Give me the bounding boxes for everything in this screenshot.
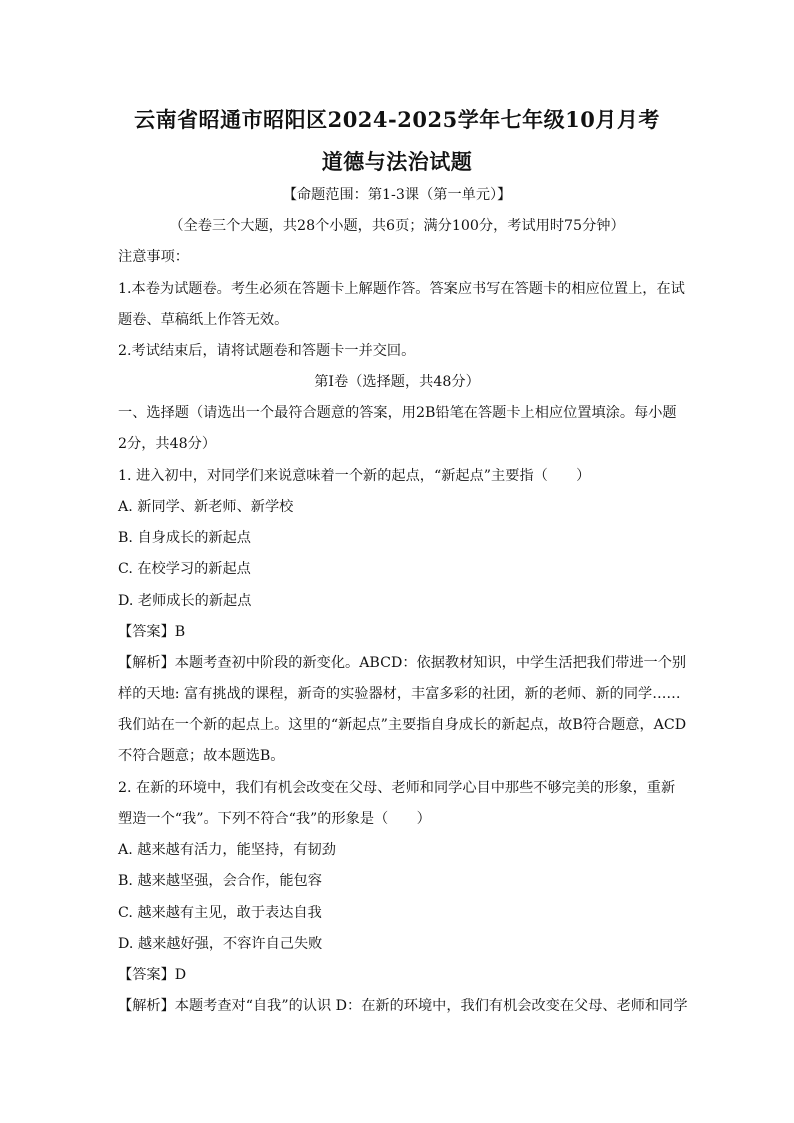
question-2-option-c: C. 越来越有主见，敢于表达自我	[118, 905, 322, 921]
question-2-option-a: A. 越来越有活力，能坚持，有韧劲	[118, 842, 336, 858]
question-1-option-a: A. 新同学、新老师、新学校	[118, 499, 294, 515]
question-2-answer: 【答案】D	[118, 967, 187, 983]
question-2-stem-cont: 塑造一个“我”。下列不符合“我”的形象是（ ）	[118, 811, 431, 827]
question-1-answer: 【答案】B	[118, 624, 186, 640]
notice-heading: 注意事项：	[118, 249, 189, 265]
question-2-analysis: 【解析】本题考查对“自我”的认识 D：在新的环境中，我们有机会改变在父母、老师和同学	[118, 998, 688, 1014]
question-1-option-c: C. 在校学习的新起点	[118, 561, 251, 577]
question-2-option-d: D. 越来越好强，不容许自己失败	[118, 936, 323, 952]
notice-item-1-cont: 题卷、草稿纸上作答无效。	[118, 312, 289, 328]
exam-scope: 【命题范围：第1-3课（第一单元）】	[282, 187, 512, 203]
question-1-analysis: 【解析】本题考查初中阶段的新变化。ABCD：依据教材知识，中学生活把我们带进一个别	[118, 655, 687, 671]
question-2-option-b: B. 越来越坚强，会合作，能包容	[118, 873, 322, 889]
exam-info: （全卷三个大题，共28个小题，共6页；满分100分，考试用时75分钟）	[169, 218, 625, 234]
question-1-analysis-line: 样的天地: 富有挑战的课程，新奇的实验器材，丰富多彩的社团，新的老师、新的同学……	[118, 686, 681, 702]
exam-title: 云南省昭通市昭阳区2024-2025学年七年级10月月考	[134, 107, 660, 132]
question-2-stem: 2. 在新的环境中，我们有机会改变在父母、老师和同学心目中那些不够完美的形象，重新	[118, 780, 676, 796]
notice-item-2: 2.考试结束后，请将试题卷和答题卡一并交回。	[118, 343, 416, 359]
question-1-analysis-line: 我们站在一个新的起点上。这里的“新起点”主要指自身成长的新起点，故B符合题意，ACD	[118, 717, 687, 733]
section-instruction-cont: 2分，共48分）	[118, 436, 217, 452]
question-1-stem: 1. 进入初中，对同学们来说意味着一个新的起点，“新起点”主要指（ ）	[118, 468, 591, 484]
exam-subject-title: 道德与法治试题	[321, 149, 473, 174]
question-1-option-d: D. 老师成长的新起点	[118, 593, 252, 609]
section-title: 第Ⅰ卷（选择题，共48分）	[314, 374, 480, 390]
question-1-analysis-line: 不符合题意；故本题选B。	[118, 748, 285, 764]
notice-item-1: 1.本卷为试题卷。考生必须在答题卡上解题作答。答案应书写在答题卡的相应位置上，在试	[118, 281, 685, 297]
section-instruction: 一、选择题（请选出一个最符合题意的答案，用2B铅笔在答题卡上相应位置填涂。每小题	[118, 405, 677, 421]
question-1-option-b: B. 自身成长的新起点	[118, 530, 251, 546]
